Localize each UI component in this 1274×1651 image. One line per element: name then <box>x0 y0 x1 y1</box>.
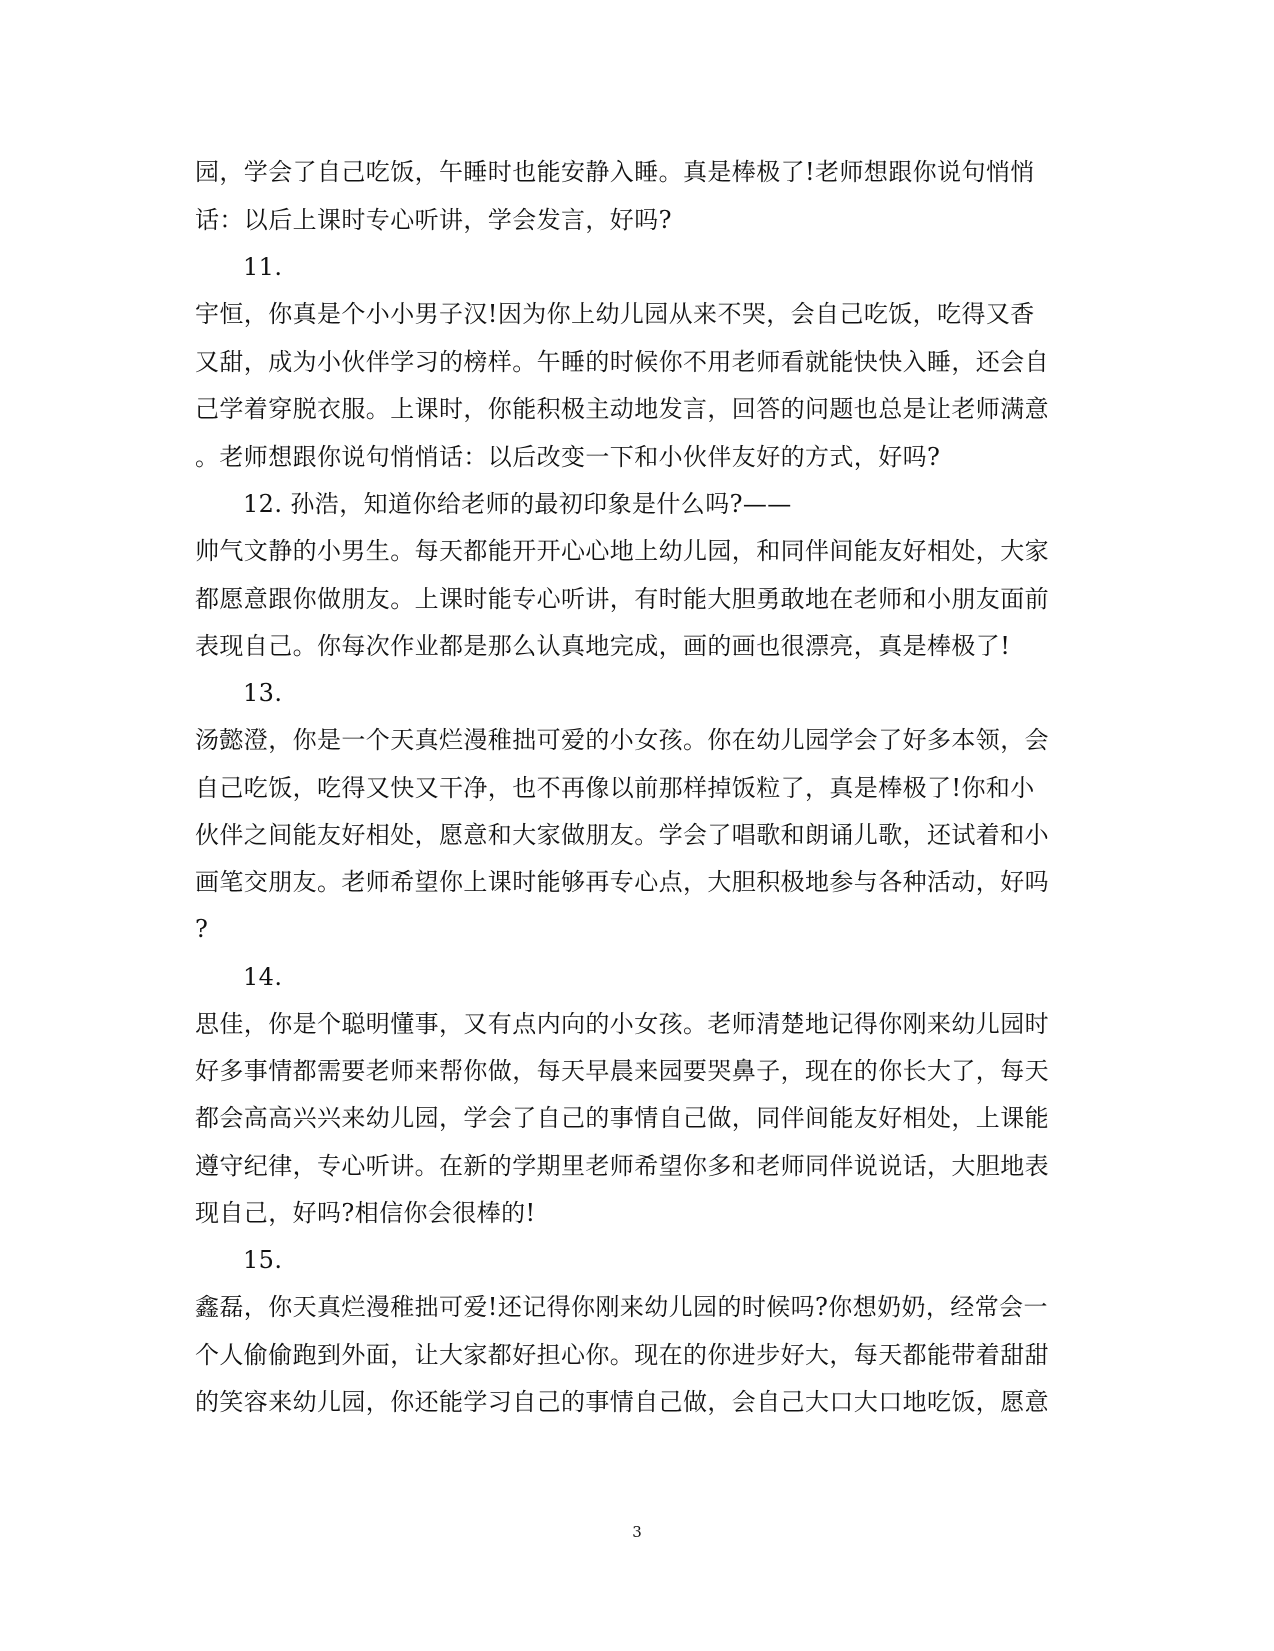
text-line: 园，学会了自己吃饭，午睡时也能安静入睡。真是棒极了!老师想跟你说句悄悄 <box>195 158 1035 186</box>
item-number: 15. <box>243 1246 283 1274</box>
text-line: 思佳，你是个聪明懂事，又有点内向的小女孩。老师清楚地记得你刚来幼儿园时 <box>195 1010 1049 1038</box>
text-line: 鑫磊，你天真烂漫稚拙可爱!还记得你刚来幼儿园的时候吗?你想奶奶，经常会一 <box>195 1293 1048 1321</box>
text-line: 汤懿澄，你是一个天真烂漫稚拙可爱的小女孩。你在幼儿园学会了好多本领，会 <box>195 726 1049 754</box>
text-line: 自己吃饭，吃得又快又干净，也不再像以前那样掉饭粒了，真是棒极了!你和小 <box>195 774 1035 802</box>
text-line: 都会高高兴兴来幼儿园，学会了自己的事情自己做，同伴间能友好相处，上课能 <box>195 1104 1049 1132</box>
item-number: 12. 孙浩，知道你给老师的最初印象是什么吗?—— <box>243 490 792 518</box>
item-number: 11. <box>243 253 283 281</box>
text-line: 表现自己。你每次作业都是那么认真地完成，画的画也很漂亮，真是棒极了! <box>195 632 1011 660</box>
text-line: 宇恒，你真是个小小男子汉!因为你上幼儿园从来不哭，会自己吃饭，吃得又香 <box>195 300 1035 328</box>
text-line: 都愿意跟你做朋友。上课时能专心听讲，有时能大胆勇敢地在老师和小朋友面前 <box>195 585 1049 613</box>
text-line: 个人偷偷跑到外面，让大家都好担心你。现在的你进步好大，每天都能带着甜甜 <box>195 1341 1049 1369</box>
text-line: 好多事情都需要老师来帮你做，每天早晨来园要哭鼻子，现在的你长大了，每天 <box>195 1057 1049 1085</box>
text-line: 伙伴之间能友好相处，愿意和大家做朋友。学会了唱歌和朗诵儿歌，还试着和小 <box>195 821 1049 849</box>
item-number: 13. <box>243 679 283 707</box>
text-line: 现自己，好吗?相信你会很棒的! <box>195 1199 536 1227</box>
text-line: 遵守纪律，专心听讲。在新的学期里老师希望你多和老师同伴说说话，大胆地表 <box>195 1152 1049 1180</box>
text-line: 又甜，成为小伙伴学习的榜样。午睡的时候你不用老师看就能快快入睡，还会自 <box>195 348 1049 376</box>
text-line: 己学着穿脱衣服。上课时，你能积极主动地发言，回答的问题也总是让老师满意 <box>195 395 1049 423</box>
text-line: 画笔交朋友。老师希望你上课时能够再专心点，大胆积极地参与各种活动，好吗 <box>195 868 1049 896</box>
page-number: 3 <box>632 1523 642 1541</box>
text-line: 话：以后上课时专心听讲，学会发言，好吗? <box>195 206 672 234</box>
text-line: 帅气文静的小男生。每天都能开开心心地上幼儿园，和同伴间能友好相处，大家 <box>195 537 1049 565</box>
item-number: 14. <box>243 963 283 991</box>
text-line: 的笑容来幼儿园，你还能学习自己的事情自己做，会自己大口大口地吃饭，愿意 <box>195 1388 1049 1416</box>
text-line: ? <box>195 915 209 943</box>
text-line: 。老师想跟你说句悄悄话：以后改变一下和小伙伴友好的方式，好吗? <box>195 443 941 471</box>
